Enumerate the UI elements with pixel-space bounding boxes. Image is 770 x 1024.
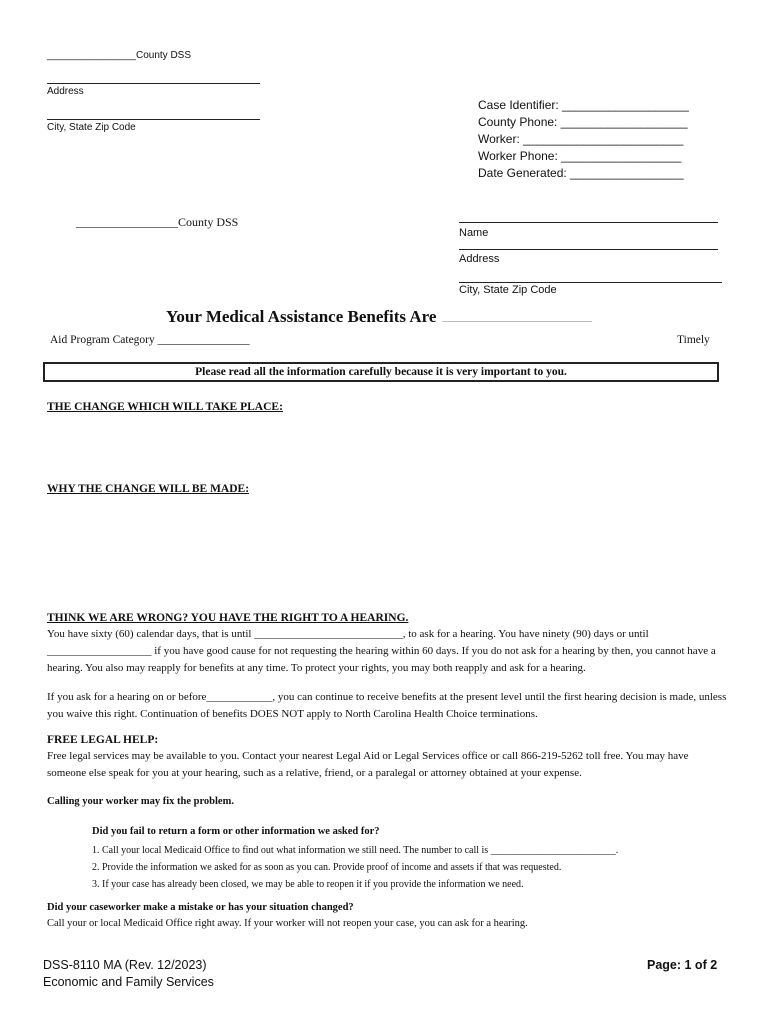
continuation-text: If you ask for a hearing on or before____________, you can continue to receive benefits at the present level until the first hearing decision is made, unless you waive this right. Continuation of benefits DOES NOT apply to North Carolina Health Choice terminations. — [47, 691, 727, 720]
city-label: City, State Zip Code — [47, 122, 136, 133]
worker-field: Worker: ________________________ — [478, 132, 684, 146]
address-rule — [47, 83, 260, 84]
case-fields — [478, 97, 689, 182]
date-generated-field: Date Generated: _________________ — [478, 166, 684, 180]
county-phone-field: County Phone: ___________________ — [478, 115, 688, 129]
recipient-name-label: Name — [459, 227, 489, 239]
mistake-heading: Did your caseworker make a mistake or has your situation changed? — [47, 902, 354, 913]
recipient-address-label: Address — [459, 253, 500, 265]
change-heading: THE CHANGE WHICH WILL TAKE PLACE: — [47, 401, 283, 413]
fail-item-3: 3. If your case has already been closed, we may be able to reopen it if you provide the information we need. — [92, 879, 524, 890]
recipient-city-rule — [459, 282, 722, 283]
fail-heading: Did you fail to return a form or other information we asked for? — [92, 826, 380, 837]
fail-item-2: 2. Provide the information we asked for as soon as you can. Provide proof of income and assets if that was requested. — [92, 862, 562, 873]
page-title — [166, 307, 592, 327]
division-name: Economic and Family Services — [43, 975, 214, 989]
fail-item-1: 1. Call your local Medicaid Office to find out what information we still need. The number to call is _________________________. — [92, 845, 619, 856]
notice-banner-text: Please read all the information carefully because it is very important to you. — [195, 366, 567, 378]
legal-help-heading: FREE LEGAL HELP: — [47, 734, 159, 746]
why-heading: WHY THE CHANGE WILL BE MADE: — [47, 483, 250, 495]
legal-help-text: Free legal services may be available to you. Contact your nearest Legal Aid or Legal Services office or call 866-219-5262 toll free. You may have someone else speak for you at your hearing, such as a relative, friend, or a paralegal or attorney obtained at your expense. — [47, 750, 689, 779]
hearing-text: You have sixty (60) calendar days, that is until ___________________________, to ask for a hearing. You have ninety (90) days or until ___________________ if you have good cause for not requesting the hearing within 60 days. If you do not ask for a hearing by then, you cannot have a hearing. You also may reapply for benefits at any time. To protect your rights, you may both reapply and ask for a hearing. — [47, 628, 716, 674]
sender-county-dss: _________________County DSS — [76, 215, 239, 229]
recipient-address-rule — [459, 249, 718, 250]
calling-worker-text: Calling your worker may fix the problem. — [47, 796, 234, 807]
form-number: DSS-8110 MA (Rev. 12/2023) — [43, 958, 207, 972]
page-number: Page: 1 of 2 — [647, 958, 718, 972]
title-blank — [442, 307, 592, 322]
address-label: Address — [47, 86, 84, 97]
fail-list — [92, 842, 618, 893]
page-title-text: Your Medical Assistance Benefits Are — [166, 307, 437, 326]
mistake-text: Call your or local Medicaid Office right away. If your worker will not reopen your case, you can ask for a hearing. — [47, 918, 528, 929]
city-rule — [47, 119, 260, 120]
footer-left — [43, 957, 214, 991]
worker-phone-field: Worker Phone: __________________ — [478, 149, 682, 163]
notice-banner — [43, 362, 719, 382]
hearing-heading: THINK WE ARE WRONG? YOU HAVE THE RIGHT TO A HEARING. — [47, 612, 409, 624]
aid-program-category: Aid Program Category ________________ — [50, 334, 250, 346]
recipient-city-label: City, State Zip Code — [459, 284, 557, 296]
recipient-name-rule — [459, 222, 718, 223]
county-dss-line: ________________County DSS — [47, 50, 192, 61]
timely-label: Timely — [677, 334, 710, 346]
case-identifier-field: Case Identifier: ___________________ — [478, 98, 689, 112]
